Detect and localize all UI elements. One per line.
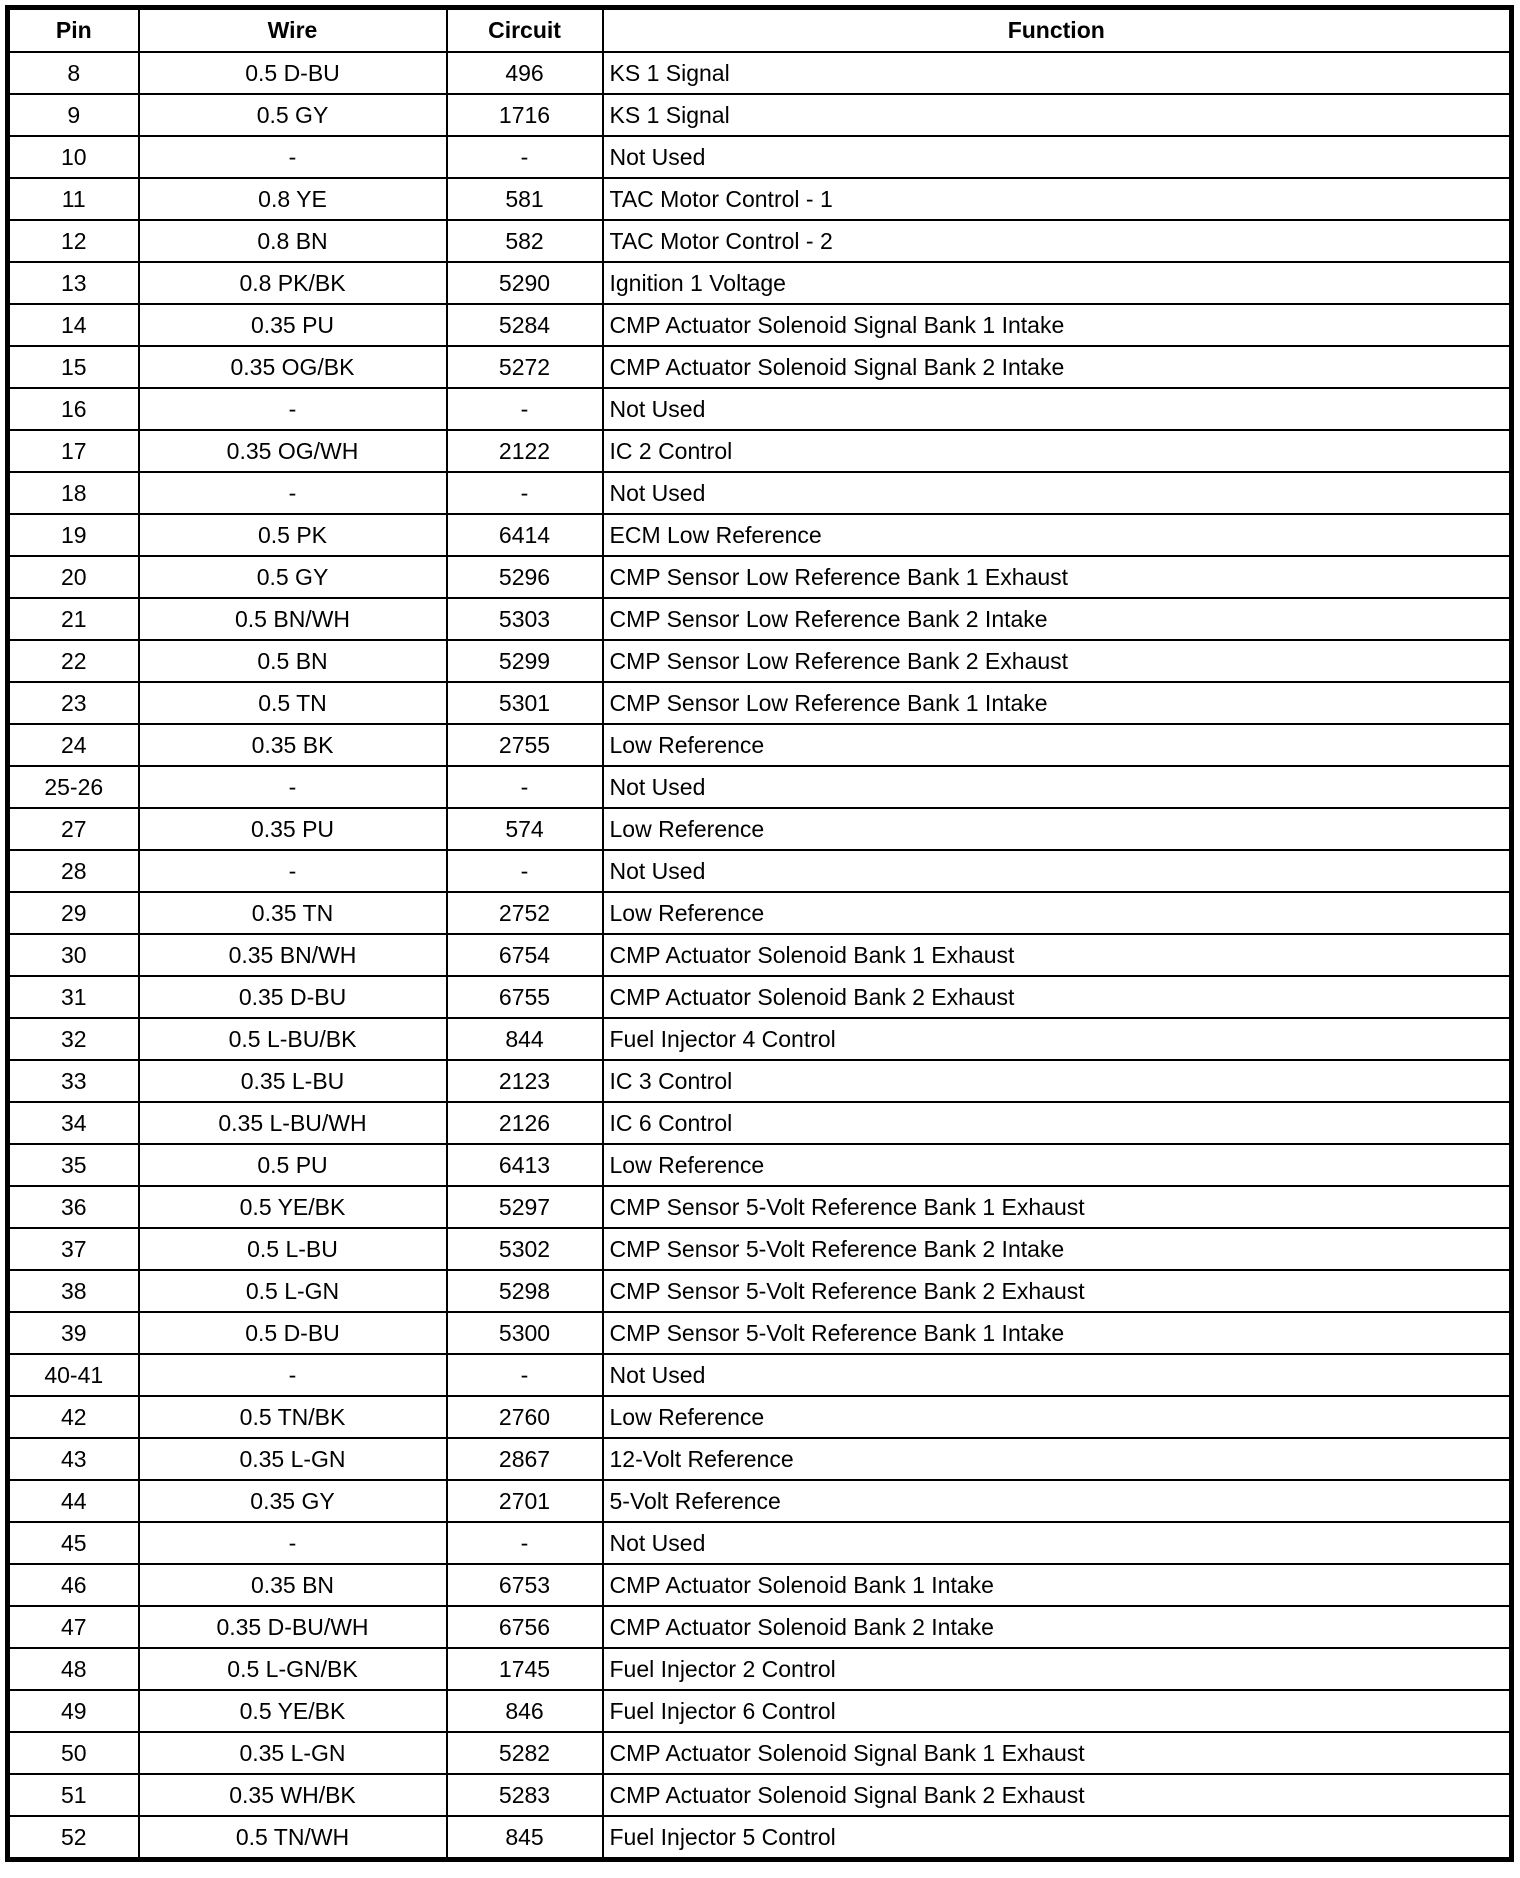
cell-pin: 20 — [8, 556, 139, 598]
cell-wire: 0.35 OG/BK — [139, 346, 447, 388]
cell-pin: 28 — [8, 850, 139, 892]
cell-circuit: 2760 — [447, 1396, 603, 1438]
cell-circuit: 5297 — [447, 1186, 603, 1228]
cell-wire: - — [139, 766, 447, 808]
cell-function: Fuel Injector 4 Control — [603, 1018, 1512, 1060]
cell-function: IC 6 Control — [603, 1102, 1512, 1144]
header-pin: Pin — [8, 8, 139, 53]
cell-circuit: - — [447, 1354, 603, 1396]
cell-wire: 0.35 L-GN — [139, 1732, 447, 1774]
cell-wire: 0.5 YE/BK — [139, 1690, 447, 1732]
cell-circuit: 6754 — [447, 934, 603, 976]
table-row — [8, 1648, 1512, 1690]
cell-circuit: 582 — [447, 220, 603, 262]
cell-function: Low Reference — [603, 892, 1512, 934]
cell-circuit: 5296 — [447, 556, 603, 598]
cell-pin: 27 — [8, 808, 139, 850]
cell-wire: 0.5 PU — [139, 1144, 447, 1186]
table-row — [8, 1438, 1512, 1480]
cell-function: CMP Actuator Solenoid Bank 1 Intake — [603, 1564, 1512, 1606]
cell-pin: 47 — [8, 1606, 139, 1648]
cell-function: CMP Actuator Solenoid Bank 2 Exhaust — [603, 976, 1512, 1018]
cell-pin: 24 — [8, 724, 139, 766]
connector-pinout-table — [5, 5, 1514, 1862]
cell-pin: 21 — [8, 598, 139, 640]
table-row — [8, 178, 1512, 220]
cell-function: Not Used — [603, 388, 1512, 430]
cell-wire: 0.5 GY — [139, 94, 447, 136]
cell-function: Not Used — [603, 136, 1512, 178]
cell-pin: 40-41 — [8, 1354, 139, 1396]
cell-circuit: 5282 — [447, 1732, 603, 1774]
cell-function: Not Used — [603, 1354, 1512, 1396]
cell-function: 12-Volt Reference — [603, 1438, 1512, 1480]
cell-circuit: 2755 — [447, 724, 603, 766]
cell-function: Low Reference — [603, 724, 1512, 766]
cell-function: CMP Actuator Solenoid Signal Bank 2 Exhaust — [603, 1774, 1512, 1816]
table-row — [8, 1816, 1512, 1860]
cell-circuit: 6413 — [447, 1144, 603, 1186]
cell-wire: 0.35 L-GN — [139, 1438, 447, 1480]
header-function: Function — [603, 8, 1512, 53]
cell-function: CMP Actuator Solenoid Signal Bank 1 Exhaust — [603, 1732, 1512, 1774]
cell-pin: 30 — [8, 934, 139, 976]
cell-circuit: 5301 — [447, 682, 603, 724]
cell-circuit: 5300 — [447, 1312, 603, 1354]
cell-function: TAC Motor Control - 2 — [603, 220, 1512, 262]
cell-pin: 44 — [8, 1480, 139, 1522]
cell-function: Low Reference — [603, 808, 1512, 850]
cell-pin: 38 — [8, 1270, 139, 1312]
table-row — [8, 430, 1512, 472]
cell-pin: 42 — [8, 1396, 139, 1438]
table-row — [8, 892, 1512, 934]
table-row — [8, 346, 1512, 388]
cell-function: ECM Low Reference — [603, 514, 1512, 556]
cell-function: Fuel Injector 6 Control — [603, 1690, 1512, 1732]
cell-wire: 0.35 BK — [139, 724, 447, 766]
cell-pin: 16 — [8, 388, 139, 430]
cell-wire: - — [139, 850, 447, 892]
table-row — [8, 388, 1512, 430]
cell-wire: 0.5 D-BU — [139, 52, 447, 94]
table-row — [8, 1060, 1512, 1102]
table-row — [8, 1564, 1512, 1606]
cell-pin: 35 — [8, 1144, 139, 1186]
cell-function: Low Reference — [603, 1396, 1512, 1438]
cell-function: CMP Sensor Low Reference Bank 1 Exhaust — [603, 556, 1512, 598]
cell-circuit: - — [447, 388, 603, 430]
cell-function: CMP Sensor 5-Volt Reference Bank 2 Intake — [603, 1228, 1512, 1270]
cell-wire: 0.35 GY — [139, 1480, 447, 1522]
cell-circuit: - — [447, 136, 603, 178]
cell-circuit: 5303 — [447, 598, 603, 640]
table-row — [8, 640, 1512, 682]
cell-pin: 18 — [8, 472, 139, 514]
cell-pin: 12 — [8, 220, 139, 262]
cell-function: CMP Sensor Low Reference Bank 2 Exhaust — [603, 640, 1512, 682]
cell-wire: 0.5 GY — [139, 556, 447, 598]
cell-function: CMP Sensor 5-Volt Reference Bank 1 Exhaust — [603, 1186, 1512, 1228]
cell-pin: 14 — [8, 304, 139, 346]
cell-function: Fuel Injector 2 Control — [603, 1648, 1512, 1690]
cell-pin: 34 — [8, 1102, 139, 1144]
cell-circuit: 2867 — [447, 1438, 603, 1480]
cell-wire: 0.8 BN — [139, 220, 447, 262]
cell-pin: 51 — [8, 1774, 139, 1816]
cell-function: Fuel Injector 5 Control — [603, 1816, 1512, 1860]
cell-wire: 0.5 BN — [139, 640, 447, 682]
cell-circuit: 5284 — [447, 304, 603, 346]
cell-pin: 39 — [8, 1312, 139, 1354]
cell-function: KS 1 Signal — [603, 94, 1512, 136]
cell-pin: 50 — [8, 1732, 139, 1774]
cell-circuit: 846 — [447, 1690, 603, 1732]
cell-pin: 46 — [8, 1564, 139, 1606]
table-row — [8, 52, 1512, 94]
cell-pin: 43 — [8, 1438, 139, 1480]
cell-circuit: 1745 — [447, 1648, 603, 1690]
table-row — [8, 1228, 1512, 1270]
cell-function: Not Used — [603, 766, 1512, 808]
cell-function: CMP Sensor Low Reference Bank 1 Intake — [603, 682, 1512, 724]
cell-pin: 48 — [8, 1648, 139, 1690]
cell-pin: 22 — [8, 640, 139, 682]
cell-pin: 15 — [8, 346, 139, 388]
header-row — [8, 8, 1512, 53]
table-row — [8, 1480, 1512, 1522]
cell-function: CMP Actuator Solenoid Bank 1 Exhaust — [603, 934, 1512, 976]
table-row — [8, 1018, 1512, 1060]
table-row — [8, 598, 1512, 640]
table-row — [8, 472, 1512, 514]
table-row — [8, 976, 1512, 1018]
cell-function: Not Used — [603, 850, 1512, 892]
cell-function: Low Reference — [603, 1144, 1512, 1186]
cell-pin: 45 — [8, 1522, 139, 1564]
cell-wire: 0.8 PK/BK — [139, 262, 447, 304]
cell-circuit: 574 — [447, 808, 603, 850]
cell-wire: 0.5 TN — [139, 682, 447, 724]
cell-pin: 13 — [8, 262, 139, 304]
table-row — [8, 1732, 1512, 1774]
cell-function: Not Used — [603, 472, 1512, 514]
cell-function: TAC Motor Control - 1 — [603, 178, 1512, 220]
cell-pin: 52 — [8, 1816, 139, 1860]
cell-wire: 0.35 D-BU — [139, 976, 447, 1018]
cell-wire: - — [139, 136, 447, 178]
cell-function: CMP Sensor 5-Volt Reference Bank 1 Intake — [603, 1312, 1512, 1354]
cell-pin: 32 — [8, 1018, 139, 1060]
table-row — [8, 556, 1512, 598]
cell-circuit: 2752 — [447, 892, 603, 934]
cell-pin: 23 — [8, 682, 139, 724]
table-row — [8, 1396, 1512, 1438]
cell-pin: 31 — [8, 976, 139, 1018]
cell-circuit: 2122 — [447, 430, 603, 472]
table-row — [8, 1354, 1512, 1396]
cell-circuit: 2123 — [447, 1060, 603, 1102]
cell-wire: 0.35 L-BU — [139, 1060, 447, 1102]
cell-wire: - — [139, 388, 447, 430]
cell-circuit: 6755 — [447, 976, 603, 1018]
table-row — [8, 808, 1512, 850]
table-row — [8, 1102, 1512, 1144]
cell-wire: 0.5 BN/WH — [139, 598, 447, 640]
table-row — [8, 766, 1512, 808]
cell-pin: 49 — [8, 1690, 139, 1732]
cell-circuit: 2701 — [447, 1480, 603, 1522]
cell-pin: 8 — [8, 52, 139, 94]
cell-pin: 9 — [8, 94, 139, 136]
cell-pin: 19 — [8, 514, 139, 556]
cell-circuit: 5298 — [447, 1270, 603, 1312]
cell-circuit: 6753 — [447, 1564, 603, 1606]
header-circuit: Circuit — [447, 8, 603, 53]
cell-wire: 0.5 TN/WH — [139, 1816, 447, 1860]
cell-function: Ignition 1 Voltage — [603, 262, 1512, 304]
cell-function: Not Used — [603, 1522, 1512, 1564]
cell-pin: 10 — [8, 136, 139, 178]
cell-pin: 17 — [8, 430, 139, 472]
cell-wire: - — [139, 472, 447, 514]
cell-wire: 0.5 PK — [139, 514, 447, 556]
cell-circuit: 844 — [447, 1018, 603, 1060]
cell-wire: 0.8 YE — [139, 178, 447, 220]
cell-pin: 33 — [8, 1060, 139, 1102]
cell-circuit: 581 — [447, 178, 603, 220]
cell-wire: 0.5 L-GN — [139, 1270, 447, 1312]
cell-function: 5-Volt Reference — [603, 1480, 1512, 1522]
header-wire: Wire — [139, 8, 447, 53]
cell-circuit: - — [447, 850, 603, 892]
cell-pin: 36 — [8, 1186, 139, 1228]
cell-wire: 0.5 D-BU — [139, 1312, 447, 1354]
table-row — [8, 682, 1512, 724]
cell-wire: - — [139, 1522, 447, 1564]
cell-wire: 0.35 PU — [139, 304, 447, 346]
cell-circuit: 6414 — [447, 514, 603, 556]
table-row — [8, 1522, 1512, 1564]
cell-function: CMP Actuator Solenoid Bank 2 Intake — [603, 1606, 1512, 1648]
cell-wire: 0.35 PU — [139, 808, 447, 850]
cell-wire: 0.5 L-BU — [139, 1228, 447, 1270]
cell-circuit: 845 — [447, 1816, 603, 1860]
cell-wire: 0.35 BN — [139, 1564, 447, 1606]
cell-wire: - — [139, 1354, 447, 1396]
table-row — [8, 220, 1512, 262]
cell-circuit: - — [447, 472, 603, 514]
cell-pin: 11 — [8, 178, 139, 220]
cell-function: CMP Actuator Solenoid Signal Bank 2 Intake — [603, 346, 1512, 388]
cell-circuit: 6756 — [447, 1606, 603, 1648]
cell-function: IC 2 Control — [603, 430, 1512, 472]
cell-pin: 29 — [8, 892, 139, 934]
table-row — [8, 1144, 1512, 1186]
cell-circuit: 5302 — [447, 1228, 603, 1270]
table-row — [8, 724, 1512, 766]
cell-pin: 25-26 — [8, 766, 139, 808]
cell-circuit: 5290 — [447, 262, 603, 304]
cell-wire: 0.35 BN/WH — [139, 934, 447, 976]
table-row — [8, 1606, 1512, 1648]
cell-wire: 0.35 OG/WH — [139, 430, 447, 472]
table-row — [8, 1774, 1512, 1816]
cell-function: IC 3 Control — [603, 1060, 1512, 1102]
cell-wire: 0.35 L-BU/WH — [139, 1102, 447, 1144]
table-row — [8, 934, 1512, 976]
cell-circuit: 1716 — [447, 94, 603, 136]
table-row — [8, 850, 1512, 892]
cell-function: CMP Sensor Low Reference Bank 2 Intake — [603, 598, 1512, 640]
table-row — [8, 136, 1512, 178]
table-body — [8, 52, 1512, 1860]
cell-wire: 0.5 L-GN/BK — [139, 1648, 447, 1690]
table-row — [8, 94, 1512, 136]
table-row — [8, 1270, 1512, 1312]
cell-wire: 0.5 YE/BK — [139, 1186, 447, 1228]
cell-circuit: 496 — [447, 52, 603, 94]
cell-function: CMP Actuator Solenoid Signal Bank 1 Intake — [603, 304, 1512, 346]
cell-circuit: - — [447, 766, 603, 808]
cell-circuit: 5272 — [447, 346, 603, 388]
table-row — [8, 1312, 1512, 1354]
cell-circuit: 5283 — [447, 1774, 603, 1816]
cell-circuit: - — [447, 1522, 603, 1564]
cell-wire: 0.35 TN — [139, 892, 447, 934]
table-row — [8, 304, 1512, 346]
cell-wire: 0.35 D-BU/WH — [139, 1606, 447, 1648]
table-row — [8, 1186, 1512, 1228]
cell-circuit: 5299 — [447, 640, 603, 682]
cell-function: CMP Sensor 5-Volt Reference Bank 2 Exhaust — [603, 1270, 1512, 1312]
table-row — [8, 514, 1512, 556]
table-row — [8, 1690, 1512, 1732]
table-row — [8, 262, 1512, 304]
cell-wire: 0.35 WH/BK — [139, 1774, 447, 1816]
cell-wire: 0.5 L-BU/BK — [139, 1018, 447, 1060]
cell-circuit: 2126 — [447, 1102, 603, 1144]
cell-pin: 37 — [8, 1228, 139, 1270]
cell-wire: 0.5 TN/BK — [139, 1396, 447, 1438]
cell-function: KS 1 Signal — [603, 52, 1512, 94]
